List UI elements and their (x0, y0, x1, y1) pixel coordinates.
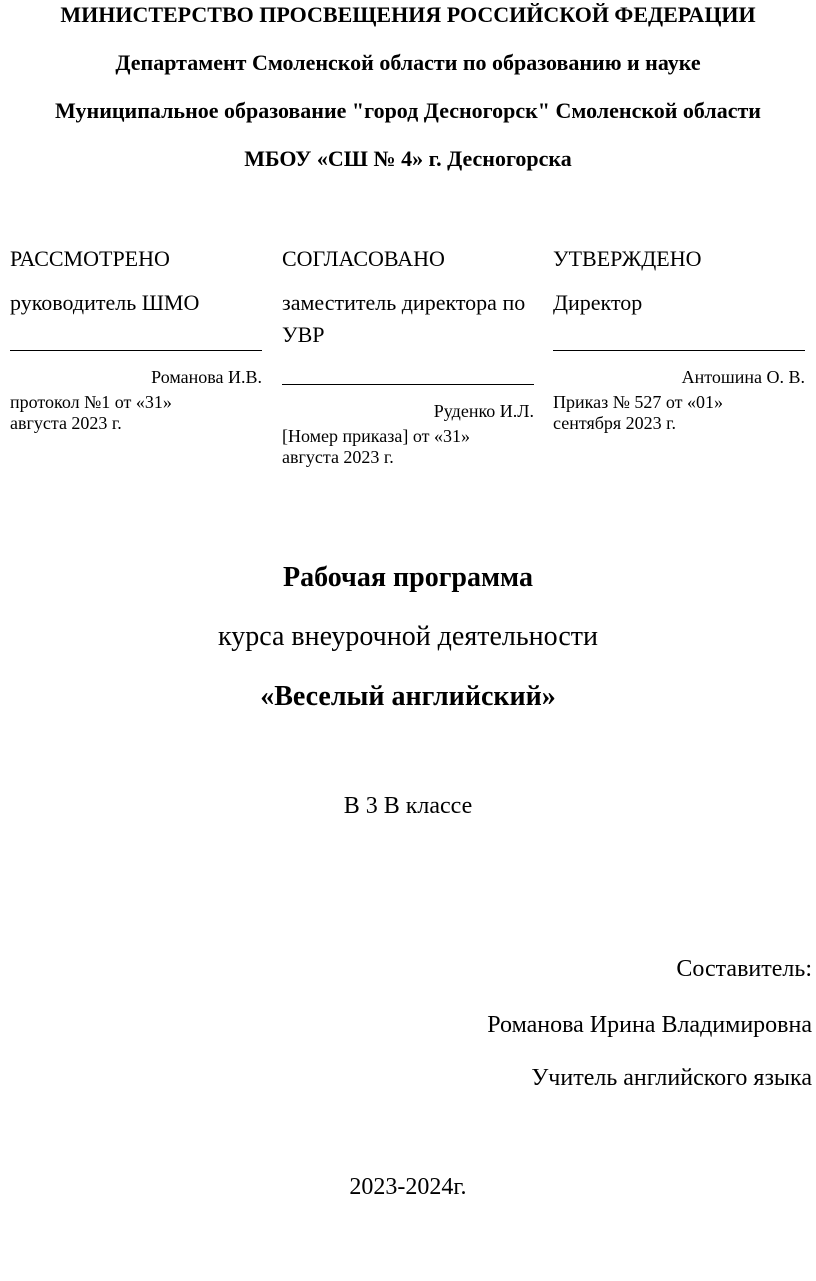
agreed-title: СОГЛАСОВАНО (282, 246, 445, 271)
school-heading: МБОУ «СШ № 4» г. Десногорска (244, 146, 572, 171)
class-label: В 3 В классе (343, 793, 473, 819)
considered-signature-line (10, 350, 262, 351)
considered-order (10, 392, 265, 434)
approved-title: УТВЕРЖДЕНО (553, 246, 702, 271)
approved-order (553, 392, 808, 434)
municipality-heading: Муниципальное образование "город Десногорск" Смоленской области (55, 98, 761, 123)
academic-year: 2023-2024г. (349, 1174, 467, 1200)
considered-role: руководитель ШМО (10, 290, 200, 315)
approved-signer: Антошина О. В. (681, 367, 805, 387)
agreed-signature-line (282, 384, 534, 385)
agreed-order-line2: августа 2023 г. (282, 447, 394, 467)
agreed-role: заместитель директора по УВР (282, 290, 526, 347)
approved-signature-line (553, 350, 805, 351)
author-position: Учитель английского языка (531, 1065, 812, 1091)
approved-order-line1: Приказ № 527 от «01» (553, 392, 724, 412)
considered-signer: Романова И.В. (151, 367, 262, 387)
author-name: Романова Ирина Владимировна (487, 1012, 812, 1038)
author-label: Составитель: (676, 956, 812, 982)
agreed-signer: Руденко И.Л. (433, 401, 534, 421)
program-title: Рабочая программа (283, 562, 533, 593)
ministry-heading: МИНИСТЕРСТВО ПРОСВЕЩЕНИЯ РОССИЙСКОЙ ФЕДЕРАЦИИ (60, 2, 756, 27)
agreed-order-line1: [Номер приказа] от «31» (282, 426, 470, 446)
approved-role: Директор (553, 290, 643, 315)
course-name: «Веселый английский» (260, 681, 556, 712)
department-heading: Департамент Смоленской области по образованию и науке (115, 50, 701, 75)
considered-order-line1: протокол №1 от «31» (10, 392, 172, 412)
considered-title: РАССМОТРЕНО (10, 246, 170, 271)
approved-order-line2: сентября 2023 г. (553, 413, 677, 433)
considered-order-line2: августа 2023 г. (10, 413, 122, 433)
program-subtitle: курса внеурочной деятельности (218, 621, 598, 652)
agreed-order (282, 426, 534, 468)
